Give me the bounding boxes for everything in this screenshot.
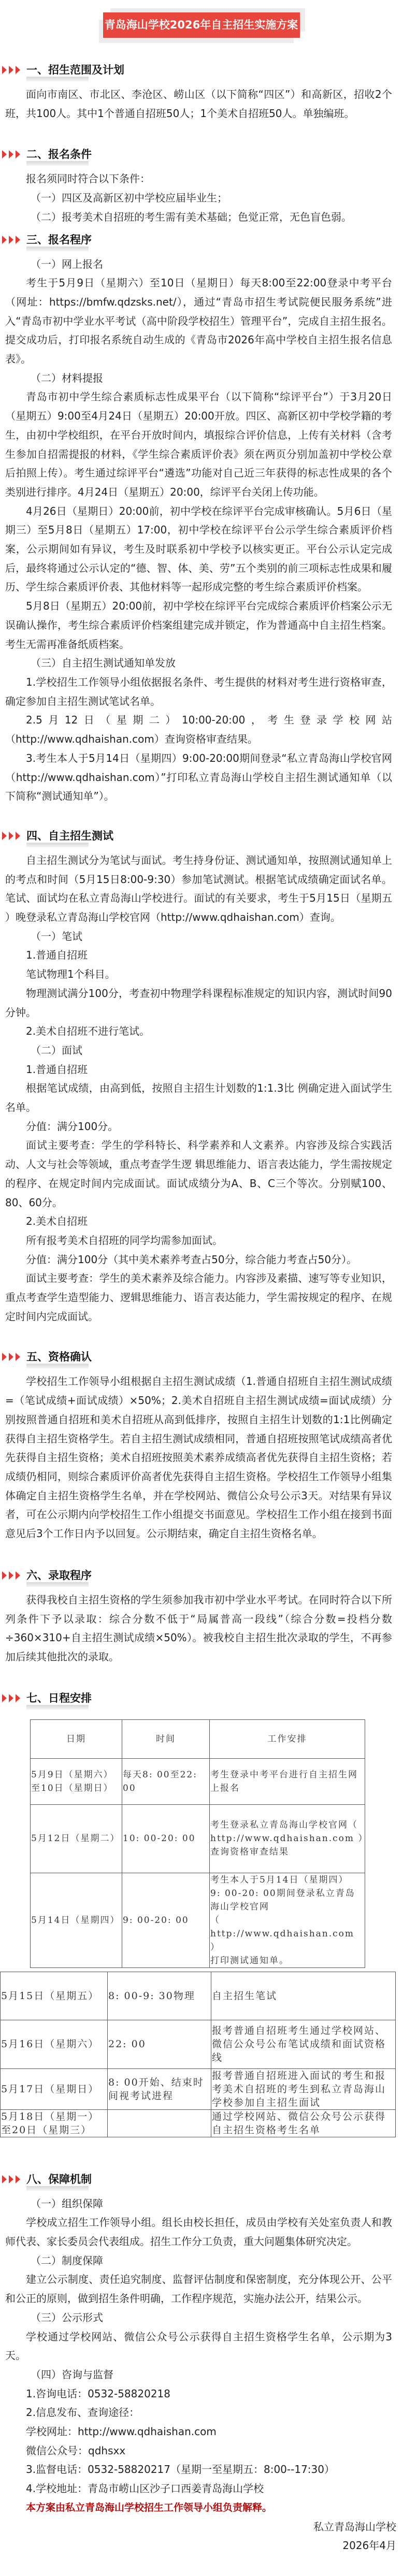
subheading: （一）笔试	[31, 930, 82, 943]
paragraph: 学校成立招生工作领导小组。组长由校长担任，成员由学校有关处室负责人和教师代表、家长委员会代表组成。招生工作分工负责，重大问题集体研究决定。	[5, 2216, 392, 2248]
section	[5, 1564, 392, 1667]
section-heading	[5, 142, 392, 166]
triple-arrow-icon	[2, 236, 20, 244]
paragraph: 2.美术自招班	[26, 1215, 88, 1228]
table-row	[1, 2068, 396, 2109]
section	[5, 228, 392, 806]
heading-underline	[26, 161, 89, 166]
section-heading-text: 七、日程安排	[26, 1691, 92, 1704]
heading-underline	[26, 1582, 89, 1587]
heading-underline	[26, 2186, 89, 2191]
section-heading	[5, 1686, 392, 1710]
table-row	[1, 1972, 396, 2020]
task-cell: 自主招生笔试	[211, 1972, 396, 2020]
arrow-icon	[16, 832, 20, 840]
document-title: 青岛海山学校2026年自主招生实施方案	[103, 12, 300, 38]
paragraph: 3.监督电话：0532-58820217（星期一至星期五：8:00--17:30）	[26, 2463, 335, 2476]
task-cell: 考生本人于5月14日（星期四） 9: 00-20: 00期间登录私立青岛海山学校官网 （ http://www.qdhaishan.com ） 打印测试通知单。	[210, 1873, 365, 1967]
paragraph: 物理测试满分100分，考查初中物理学科课程标准规定的知识内容，测试时间90分钟。	[5, 987, 392, 1019]
column-header: 时间	[122, 1719, 210, 1758]
paragraph: 1.普通自招班	[26, 949, 88, 962]
arrow-icon	[16, 2175, 20, 2183]
subheading: （一）组织保障	[31, 2197, 103, 2210]
arrow-icon	[2, 832, 7, 840]
arrow-icon	[2, 1353, 7, 1361]
arrow-icon	[9, 236, 13, 244]
section-heading	[5, 2167, 392, 2191]
paragraph: 4.学校地址：青岛市崂山区沙子口西姜青岛海山学校	[26, 2482, 264, 2495]
arrow-icon	[16, 150, 20, 158]
subheading: （二）面试	[31, 1044, 82, 1057]
arrow-icon	[9, 1353, 13, 1361]
paragraph: 学校招生工作领导小组根据自主招生测试成绩（1.普通自招班自主招生测试成绩=（笔试成绩+面试成绩）×50%；2.美术自招班自主招生测试成绩=面试成绩）分别按照普通自招班和美术自招班从高到低排序，按照自主招生计划数的1:1比例确定获得自主招生资格学生。若自主招生测试成绩相同，普通自招班按照笔试成绩高者优先获得自主招生资格；美术自招班按照美术素养成绩高者优先获得自主招生资格；若成绩仍相同，则综合素质评价高者优先获得自主招生资格。学校招生工作领导小组集体确定自主招生资格学生名单，并在学校网站、微信公众号公示3天。对结果有异议者，可在公示期内向学校招生工作小组提交书面意见。学校招生工作小组在接到书面意见后3个工作日内予以回复。公示期结束，确定自主招生资格名单。	[5, 1375, 392, 1540]
arrow-icon	[2, 1571, 7, 1580]
date-cell: 5月16日（星期六）	[1, 2020, 108, 2068]
triple-arrow-icon	[2, 1353, 20, 1361]
triple-arrow-icon	[2, 832, 20, 840]
arrow-icon	[16, 1571, 20, 1580]
task-cell: 考生登录中考平台进行自主招生网上报名	[210, 1758, 365, 1804]
section-heading	[5, 1564, 392, 1587]
section-heading-text: 八、保障机制	[26, 2173, 92, 2186]
triple-arrow-icon	[2, 150, 20, 158]
triple-arrow-icon	[2, 1694, 20, 1702]
subheading: （二）报考美术自招班的考生需有美术基础；色觉正常，无色盲色弱。	[31, 210, 352, 223]
heading-underline	[26, 1705, 89, 1710]
arrow-icon	[2, 150, 7, 158]
sections	[1, 58, 396, 2555]
paragraph: 笔试物理1个科目。	[26, 968, 116, 981]
time-cell: 8: 00开始、结束时间视考试进程	[108, 2068, 211, 2109]
section	[5, 2167, 396, 2555]
schedule-table	[30, 1719, 365, 1968]
section-heading	[5, 824, 392, 848]
date-cell: 5月15日（星期五）	[1, 1972, 108, 2020]
section-heading-text: 六、录取程序	[26, 1569, 92, 1582]
paragraph: 微信公众号：qdhsxx	[26, 2444, 126, 2457]
date-cell: 5月18日（星期一） 至20日（星期三）	[1, 2109, 108, 2137]
task-cell: 通过学校网站、微信公众号公示获得自主招生资格考生名单	[211, 2109, 396, 2137]
arrow-icon	[16, 1353, 20, 1361]
task-cell: 报考普通自招班考生通过学校网站、微信公众号公布笔试成绩和面试资格线	[211, 2020, 396, 2068]
time-cell: 9: 00-20: 00	[122, 1873, 210, 1967]
table-row	[1, 2109, 396, 2137]
paragraph: 青岛市初中学生综合素质标志性成果平台（以下简称“综评平台”）于3月20日（星期五）9:00至4月24日（星期五）20:00开放。四区、高新区初中学校学籍的考生，由初中学校组织，在平台开放时间内，填报综合评价信息，上传有关材料（含考生参加自招需提报的材料，《学生综合素质评价表》须在两页分别加盖初中学校公章后拍照上传）。考生通过综评平台“遴选”功能对自己近三年获得的标志性成果的各个类别进行排序。4月24日（星期五）20:00，综评平台关闭上传功能。	[5, 390, 392, 498]
section-heading-text: 一、招生范围及计划	[26, 64, 124, 76]
section	[5, 824, 392, 1326]
task-cell: 报考普通自招班进入面试的考生和报考美术自招班的考生到私立青岛海山学校参加自主招生面试	[211, 2068, 396, 2109]
arrow-icon	[9, 832, 13, 840]
section	[1, 1686, 392, 2137]
section	[5, 58, 392, 123]
subheading: （一）四区及高新区初中学校应届毕业生；	[31, 192, 227, 205]
paragraph: 2.信息发布、查询途径：	[26, 2406, 140, 2419]
arrow-icon	[2, 236, 7, 244]
paragraph: 分值：满分100分。	[26, 1120, 119, 1133]
section-heading	[5, 58, 392, 82]
arrow-icon	[9, 1694, 13, 1702]
table-header-row	[31, 1719, 365, 1758]
paragraph: 学校通过学校网站、微信公众号公示获得自主招生资格学生名单，公示期为3天。	[5, 2330, 392, 2362]
paragraph: 所有报考美术自招班的同学均需参加面试。	[26, 1234, 223, 1247]
time-cell	[108, 2109, 211, 2137]
date-cell: 5月17日（星期日）	[1, 2068, 108, 2109]
arrow-icon	[9, 66, 13, 74]
date-cell: 5月14日（星期四）	[31, 1873, 122, 1967]
arrow-icon	[9, 150, 13, 158]
paragraph: 学校网址：http://www.qdhaishan.com	[26, 2425, 217, 2438]
time-cell: 8: 00-9: 30物理	[108, 1972, 211, 2020]
section-heading	[5, 228, 392, 252]
table-row	[1, 2020, 396, 2068]
paragraph: 5月8日（星期五）20:00前，初中学校在综评平台完成综合素质评价档案公示无误确认操作，考生综合素质评价档案组建完成并锁定，作为普通高中自主招生档案。考生无需再准备纸质档案。	[5, 600, 392, 650]
section-heading-text: 五、资格确认	[26, 1351, 92, 1364]
arrow-icon	[2, 2175, 7, 2183]
title-banner	[10, 12, 392, 38]
paragraph: 面向市南区、市北区、李沧区、崂山区（以下简称“四区”）和高新区，招收2个班，共100人。其中1个普通自招班50人；1个美术自招班50人。单独编班。	[5, 88, 392, 120]
subheading: （二）材料提报	[31, 371, 103, 384]
paragraph: 面试主要考查：学生的美术素养及综合能力。内容涉及素描、速写等专业知识，重点考查学生造型能力、逻辑思维能力、语言表达能力，学生需按规定的程序、在规定时间内完成面试。	[5, 1272, 392, 1323]
heading-underline	[26, 843, 89, 847]
arrow-icon	[2, 66, 7, 74]
paragraph: 1.普通自招班	[26, 1063, 88, 1076]
subheading: （三）公示形式	[31, 2311, 103, 2324]
heading-underline	[26, 77, 89, 81]
arrow-icon	[2, 1694, 7, 1702]
triple-arrow-icon	[2, 2175, 20, 2183]
paragraph: 报名须同时符合以下条件：	[26, 172, 150, 185]
date-cell: 5月12日（星期二）	[31, 1804, 122, 1873]
subheading: （二）制度保障	[31, 2254, 103, 2267]
interpretation-note: 本方案由私立青岛海山学校招生工作领导小组负责解释。	[26, 2501, 272, 2513]
column-header: 日期	[31, 1719, 122, 1758]
section-heading-text: 二、报名条件	[26, 148, 92, 161]
triple-arrow-icon	[2, 1571, 20, 1580]
subheading: （四）咨询与监督	[31, 2368, 113, 2381]
table-row	[31, 1804, 365, 1873]
heading-underline	[26, 1364, 89, 1368]
paragraph: 4月26日（星期日）20:00前，初中学校在综评平台完成审核确认。5月6日（星期三）至5月8日（星期五）17:00，初中学校在综评平台公示学生综合素质评价档案，公示期间如有异议，考生及时联系初中学校予以核实更正。平台公示认定完成后，最终将通过公示认定的“德、智、体、美、劳”五个类别的前三项标志性成果和履历、学生综合素质评价表、其他材料等一起形成完整的考生综合素质评价档案。	[5, 504, 392, 594]
paragraph: 2.5月12日（星期二）10:00-20:00，考生登录学校网站（http://www.qdhaishan.com）查询资格审查结果。	[5, 714, 392, 746]
section	[5, 1345, 392, 1543]
heading-underline	[26, 247, 89, 251]
task-cell: 考生登录私立青岛海山学校官网（ http://www.qdhaishan.com ）查询资格审查结果	[210, 1804, 365, 1873]
paragraph: 2.美术自招班不进行笔试。	[26, 1025, 150, 1038]
column-header: 工作安排	[210, 1719, 365, 1758]
section-heading	[5, 1345, 392, 1369]
paragraph: 自主招生测试分为笔试与面试。考生持身份证、测试通知单，按照测试通知单上的考点和时间（5月15日8:00-9:30）参加笔试测试。根据笔试成绩确定面试名单。笔试、面试均在私立青岛海山学校进行。面试的有关要求，考生于5月15日（星期五 ）晚登录私立青岛海山学校官网（http://www.qdhaishan.com）查询。	[5, 853, 392, 924]
date-cell: 5月9日（星期六） 至10日（星期日）	[31, 1758, 122, 1804]
arrow-icon	[16, 236, 20, 244]
schedule-table	[0, 1972, 396, 2137]
paragraph: 分值：满分100分（其中美术素养考查占50分，综合能力考查占50分）。	[26, 1253, 357, 1266]
table-row	[31, 1758, 365, 1804]
section-heading-text: 四、自主招生测试	[26, 829, 113, 842]
arrow-icon	[9, 1571, 13, 1580]
subheading: （一）网上报名	[31, 257, 103, 270]
table-row	[31, 1873, 365, 1967]
paragraph: 1.学校招生工作领导小组依据报名条件、考生提供的材料对考生进行资格审查，确定参加自主招生测试笔试名单。	[5, 675, 392, 707]
arrow-icon	[16, 66, 20, 74]
triple-arrow-icon	[2, 66, 20, 74]
subheading: （三）自主招生测试通知单发放	[31, 657, 176, 670]
arrow-icon	[9, 2175, 13, 2183]
paragraph: 建立公示制度、责任追究制度、监督评估制度和保密制度，充分体现公开、公平和公正的原则，做到招生条件明确，工作程序规范，实施办法公开，结果公示。	[5, 2273, 392, 2305]
arrow-icon	[16, 1694, 20, 1702]
signature-line: 2026年4月	[342, 2539, 396, 2552]
time-cell: 22: 00	[108, 2020, 211, 2068]
time-cell: 每天8: 00至22: 00	[122, 1758, 210, 1804]
paragraph: 根据笔试成绩，由高到低，按照自主招生计划数的1:1.3比 例确定进入面试学生名单。	[5, 1082, 392, 1114]
paragraph: 面试主要考查：学生的学科特长、科学素养和人文素养。内容涉及综合实践活动、人文与社会等领域，重点考查学生逻 辑思维能力、语言表达能力，学生需按规定的程序、在规定时间内完成面试。面试成绩分为A、B、C三个等次。分别赋100、80、60分。	[5, 1139, 392, 1209]
paragraph: 1.咨询电话：0532-58820218	[26, 2387, 170, 2400]
paragraph: 3.考生本人于5月14日（星期四）9:00-20:00期间登录“私立青岛海山学校官网（http://www.qdhaishan.com）”打印私立青岛海山学校自主招生测试通知单（以下简称“测试通知单”）。	[5, 751, 392, 803]
section-heading-text: 三、报名程序	[26, 233, 92, 246]
signature-line: 私立青岛海山学校	[313, 2520, 396, 2533]
time-cell: 10: 00-20: 00	[122, 1804, 210, 1873]
section	[5, 142, 392, 226]
paragraph: 考生于5月9日（星期六）至10日（星期日）每天8:00至22:00登录中考平台（网址：https://bmfw.qdzsks.net/），通过“青岛市招生考试院便民服务系统”进入“青岛市初中学业水平考试（高中阶段学校招生）管理平台”，完成自主招生报名。提交成功后，打印报名系统自动生成的《青岛市2026年高中学校自主招生报名信息表》。	[5, 277, 392, 366]
paragraph: 获得我校自主招生资格的学生须参加我市初中学业水平考试。在同时符合以下所列条件下予以录取：综合分数不低于“局属普高一段线”（综合分数=投档分数÷360×310+自主招生测试成绩×50%）。被我校自主招生批次录取的学生，不再参加后续其他批次的录取。	[5, 1593, 392, 1663]
